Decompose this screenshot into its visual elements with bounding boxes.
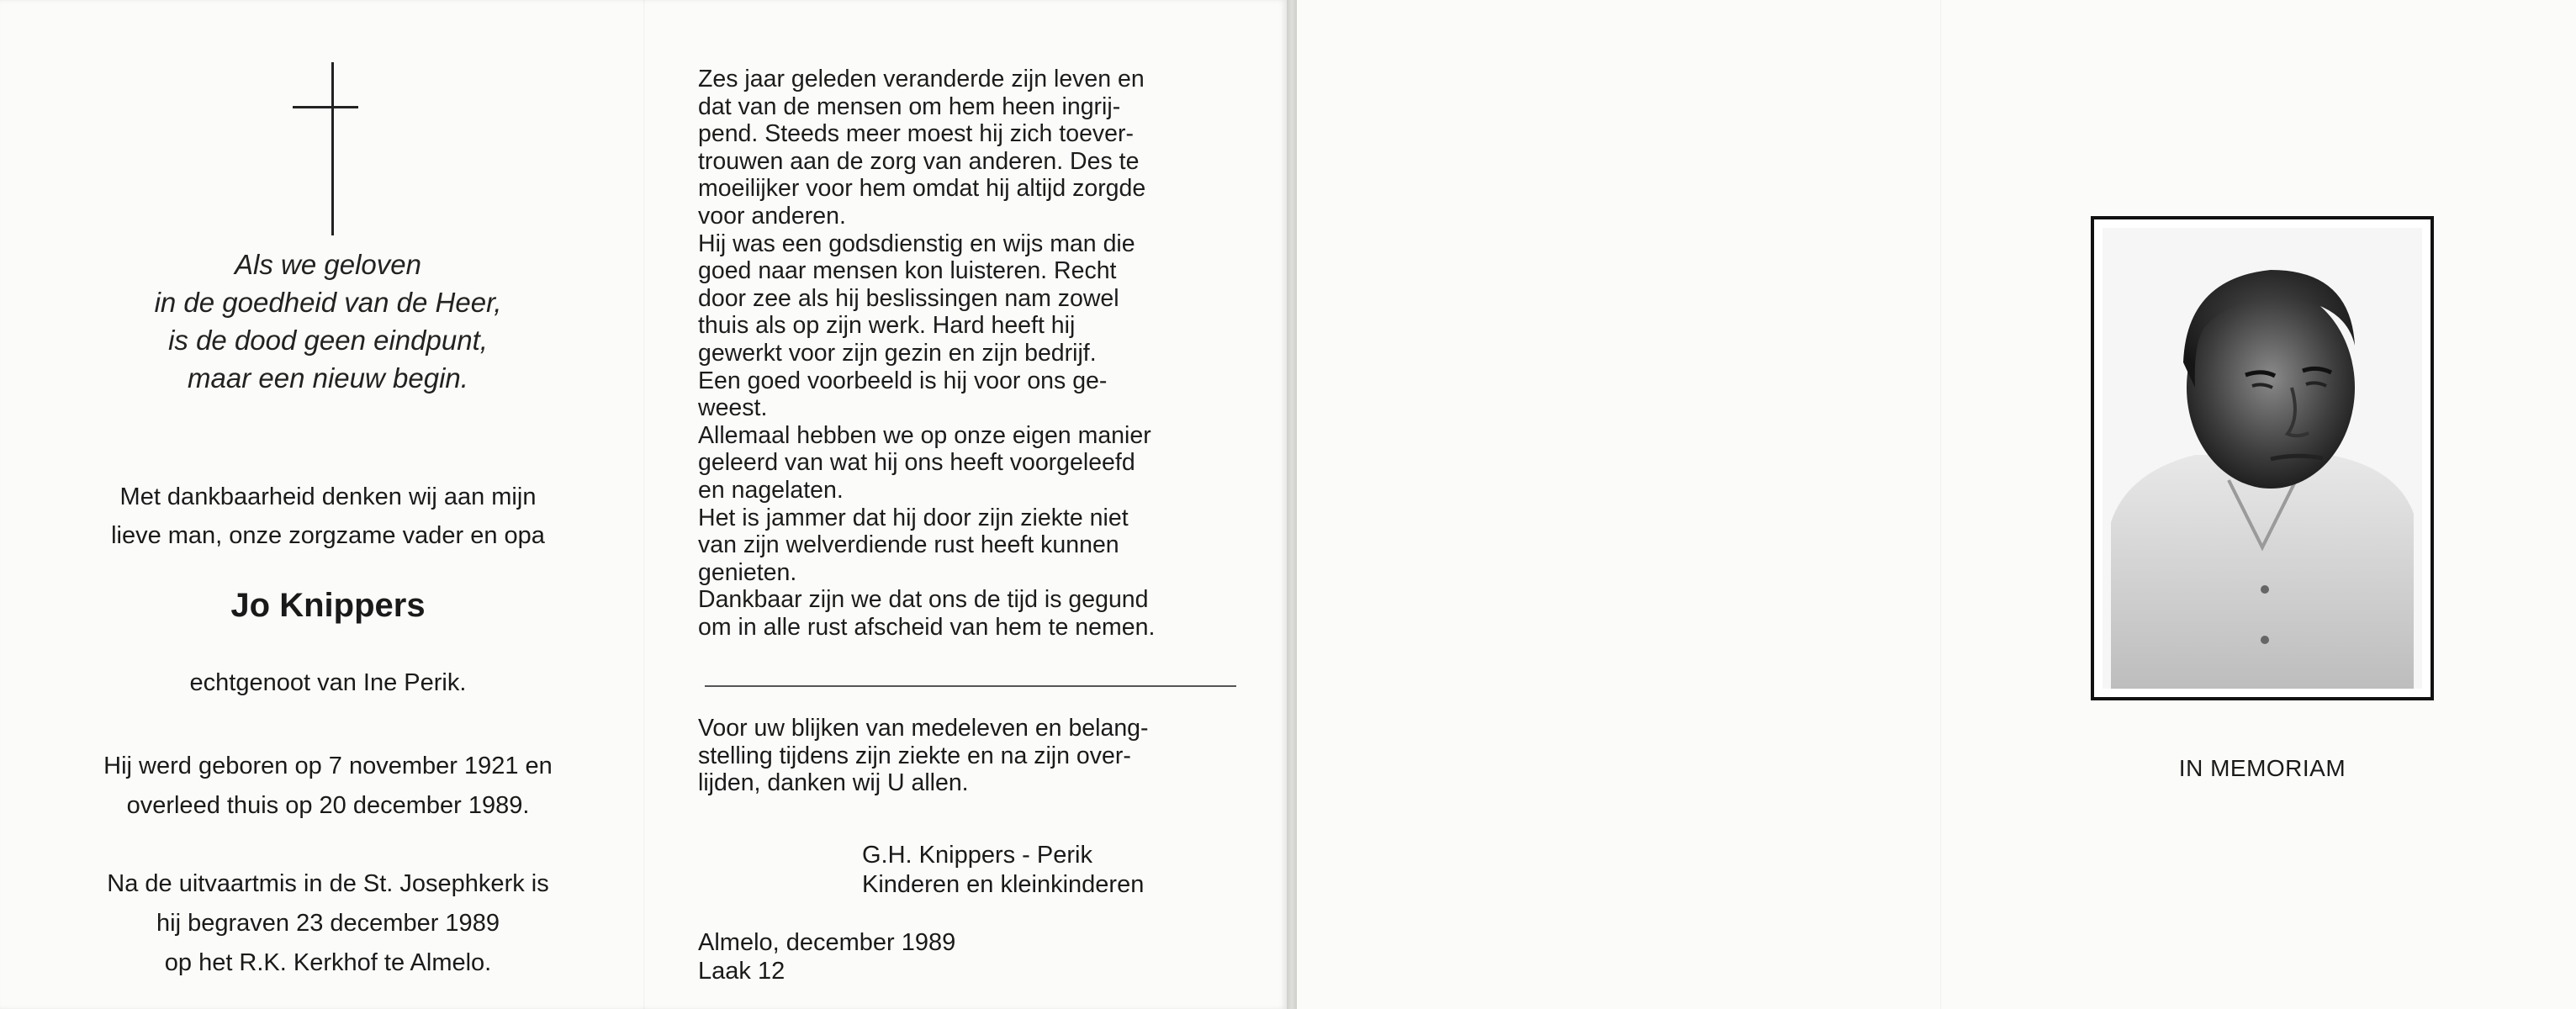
tribute-line: Een goed voorbeeld is hij voor ons ge- (698, 367, 1108, 394)
intro-text (50, 478, 606, 555)
place-date-line: Almelo, december 1989 (698, 929, 956, 956)
tribute-line: Het is jammer dat hij door zijn ziekte niet (698, 504, 1129, 531)
portrait-photo (2103, 228, 2422, 689)
poem-line: in de goedheid van de Heer, (154, 287, 502, 318)
tribute-line: door zee als hij beslissingen nam zowel (698, 284, 1119, 312)
tribute-line: Allemaal hebben we op onze eigen manier (698, 421, 1151, 449)
tribute-line: om in alle rust afscheid van hem te nemen. (698, 613, 1156, 641)
fold-line (1940, 0, 1942, 1009)
sheet-gap (1287, 0, 1297, 1009)
thanks-line: lijden, danken wij U allen. (698, 769, 969, 797)
funeral-line: hij begraven 23 december 1989 (156, 910, 500, 937)
tribute-line: en nagelaten. (698, 476, 844, 504)
death-line: overleed thuis op 20 december 1989. (126, 792, 530, 819)
tribute-line: thuis als op zijn werk. Hard heeft hij (698, 312, 1076, 340)
fold-line (643, 0, 645, 1009)
thanks-line: Voor uw blijken van medeleven en belang- (698, 715, 1149, 742)
tribute-line: Zes jaar geleden veranderde zijn leven en (698, 66, 1145, 92)
tribute-line: van zijn welverdiende rust heeft kunnen (698, 531, 1119, 559)
tribute-line: gewerkt voor zijn gezin en zijn bedrijf. (698, 339, 1097, 367)
portrait-image (2103, 228, 2422, 689)
address-line: Laak 12 (698, 958, 785, 985)
card-left-sheet (0, 0, 1287, 1009)
birth-line: Hij werd geboren op 7 november 1921 en (103, 753, 553, 779)
funeral-text (50, 864, 606, 983)
funeral-line: Na de uitvaartmis in de St. Josephkerk is (107, 870, 549, 897)
birth-death-text (50, 747, 606, 826)
portrait-frame (2091, 216, 2434, 700)
in-memoriam-title: IN MEMORIAM (2178, 755, 2346, 781)
tribute-line: genieten. (698, 558, 797, 586)
tribute-line: Hij was een godsdienstig en wijs man die (698, 230, 1135, 257)
tribute-line: geleerd van wat hij ons heeft voorgeleefd (698, 449, 1135, 477)
tribute-line: trouwen aan de zorg van anderen. Des te (698, 147, 1140, 175)
deceased-name: Jo Knippers (230, 587, 426, 624)
tribute-line: voor anderen. (698, 202, 846, 230)
thanks-text (698, 715, 1236, 797)
intro-line: Met dankbaarheid denken wij aan mijn (119, 483, 537, 510)
poem-line: maar een nieuw begin. (188, 362, 468, 394)
poem-line: is de dood geen eindpunt, (168, 325, 488, 356)
intro-line: lieve man, onze zorgzame vader en opa (111, 522, 545, 549)
funeral-line: op het R.K. Kerkhof te Almelo. (164, 949, 492, 976)
signature-line: G.H. Knippers - Perik (862, 842, 1092, 869)
poem (50, 246, 606, 397)
spouse-line: echtgenoot van Ine Perik. (189, 669, 467, 696)
signature-line: Kinderen en kleinkinderen (862, 871, 1145, 898)
place-date (698, 928, 1119, 985)
tribute-line: weest. (698, 394, 768, 422)
poem-line: Als we geloven (235, 249, 421, 280)
tribute-text (698, 66, 1236, 641)
tribute-line: moeilijker voor hem omdat hij altijd zorgde (698, 175, 1146, 203)
tribute-line: goed naar mensen kon luisteren. Recht (698, 257, 1117, 285)
tribute-line: Dankbaar zijn we dat ons de tijd is gegund (698, 586, 1149, 614)
divider (705, 685, 1236, 687)
thanks-line: stelling tijdens zijn ziekte en na zijn over- (698, 742, 1131, 769)
tribute-line: pend. Steeds meer moest hij zich toever- (698, 120, 1134, 148)
family-signature (862, 841, 1249, 900)
tribute-line: dat van de mensen om hem heen ingrij- (698, 92, 1121, 120)
